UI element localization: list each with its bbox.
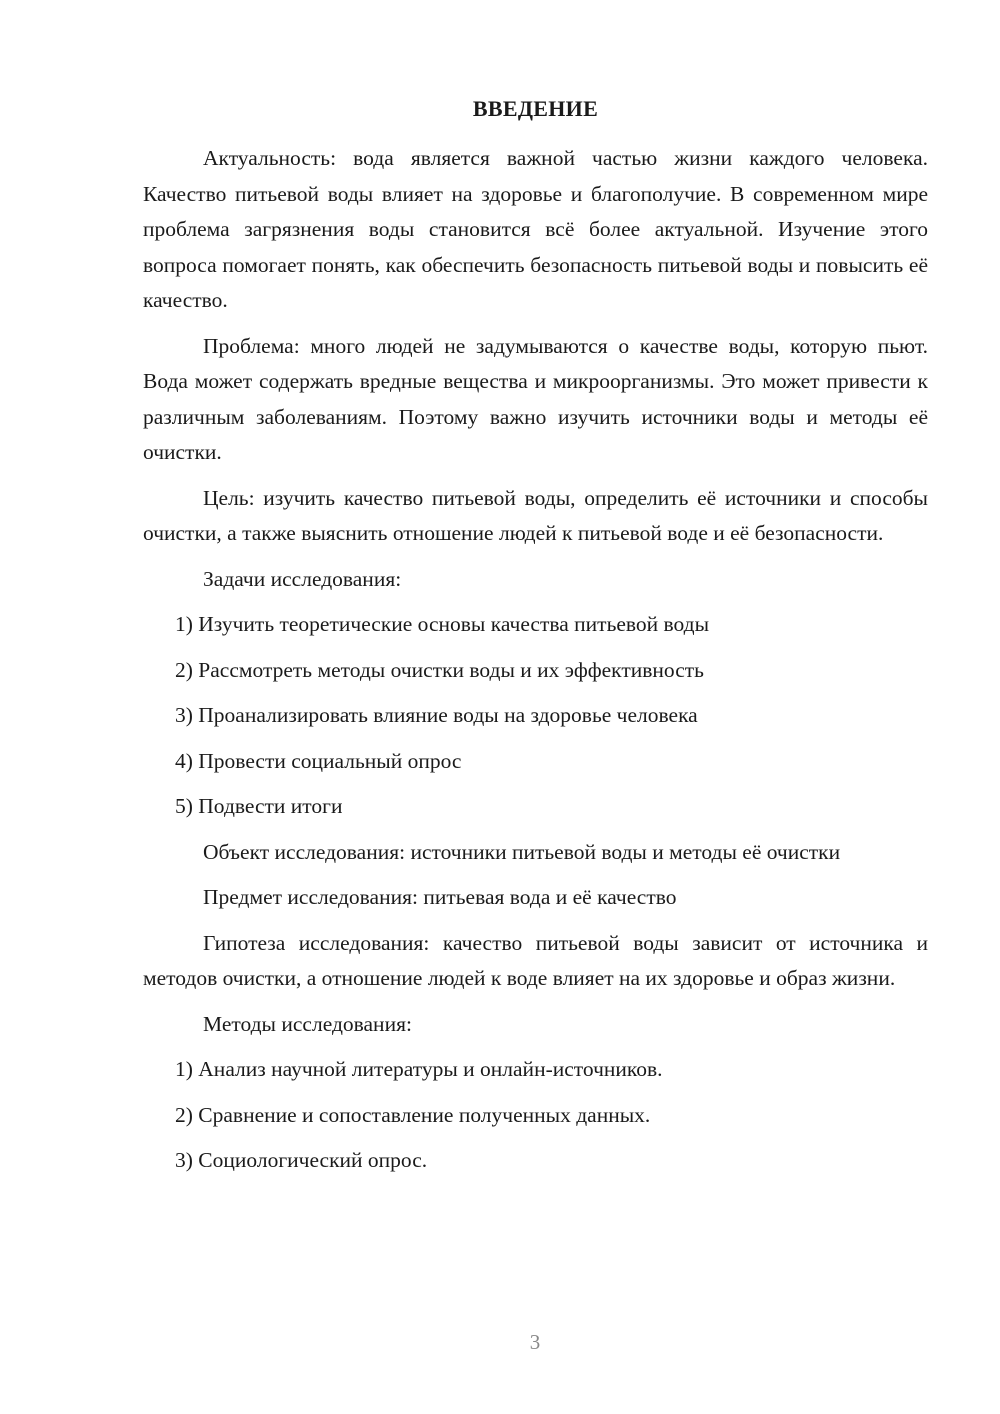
- relevance-paragraph: Актуальность: вода является важной частью жизни каждого человека. Качество питьевой воды влияет на здоровье и благополучие. В современном мире проблема загрязнения воды становится всё более актуальной. Изучение этого вопроса помогает понять, как обеспечить безопасность питьевой воды и повысить её качество.: [143, 146, 928, 312]
- list-item: 5) Подвести итоги: [175, 794, 343, 818]
- page-number: 3: [529, 1330, 541, 1354]
- list-item: 1) Изучить теоретические основы качества питьевой воды: [175, 612, 710, 636]
- list-item: 3) Проанализировать влияние воды на здоровье человека: [175, 703, 698, 727]
- document-body: [143, 141, 928, 1179]
- object-paragraph: Объект исследования: источники питьевой воды и методы её очистки: [203, 839, 841, 864]
- tasks-list: [143, 607, 928, 825]
- methods-list: [143, 1052, 928, 1179]
- list-item: 2) Рассмотреть методы очистки воды и их эффективность: [175, 657, 704, 682]
- tasks-title: Задачи исследования:: [203, 566, 402, 591]
- list-item: 1) Анализ научной литературы и онлайн-источников.: [175, 1057, 663, 1081]
- list-item: 3) Социологический опрос.: [175, 1148, 428, 1172]
- subject-paragraph: Предмет исследования: питьевая вода и её качество: [203, 885, 677, 909]
- methods-title: Методы исследования:: [203, 1011, 412, 1036]
- list-item: 4) Провести социальный опрос: [175, 748, 462, 773]
- page-heading: ВВЕДЕНИЕ: [472, 96, 599, 121]
- problem-paragraph: Проблема: много людей не задумываются о качестве воды, которую пьют. Вода может содержать вредные вещества и микроорганизмы. Это может привести к различным заболеваниям. Поэтому важно изучить источники воды и методы её очистки.: [143, 333, 928, 464]
- list-item: 2) Сравнение и сопоставление полученных данных.: [175, 1102, 651, 1127]
- goal-paragraph: Цель: изучить качество питьевой воды, определить её источники и способы очистки, а также выяснить отношение людей к питьевой воде и её безопасности.: [143, 485, 928, 545]
- hypothesis-paragraph: Гипотеза исследования: качество питьевой воды зависит от источника и методов очистки, а отношение людей к воде влияет на их здоровье и образ жизни.: [143, 930, 928, 990]
